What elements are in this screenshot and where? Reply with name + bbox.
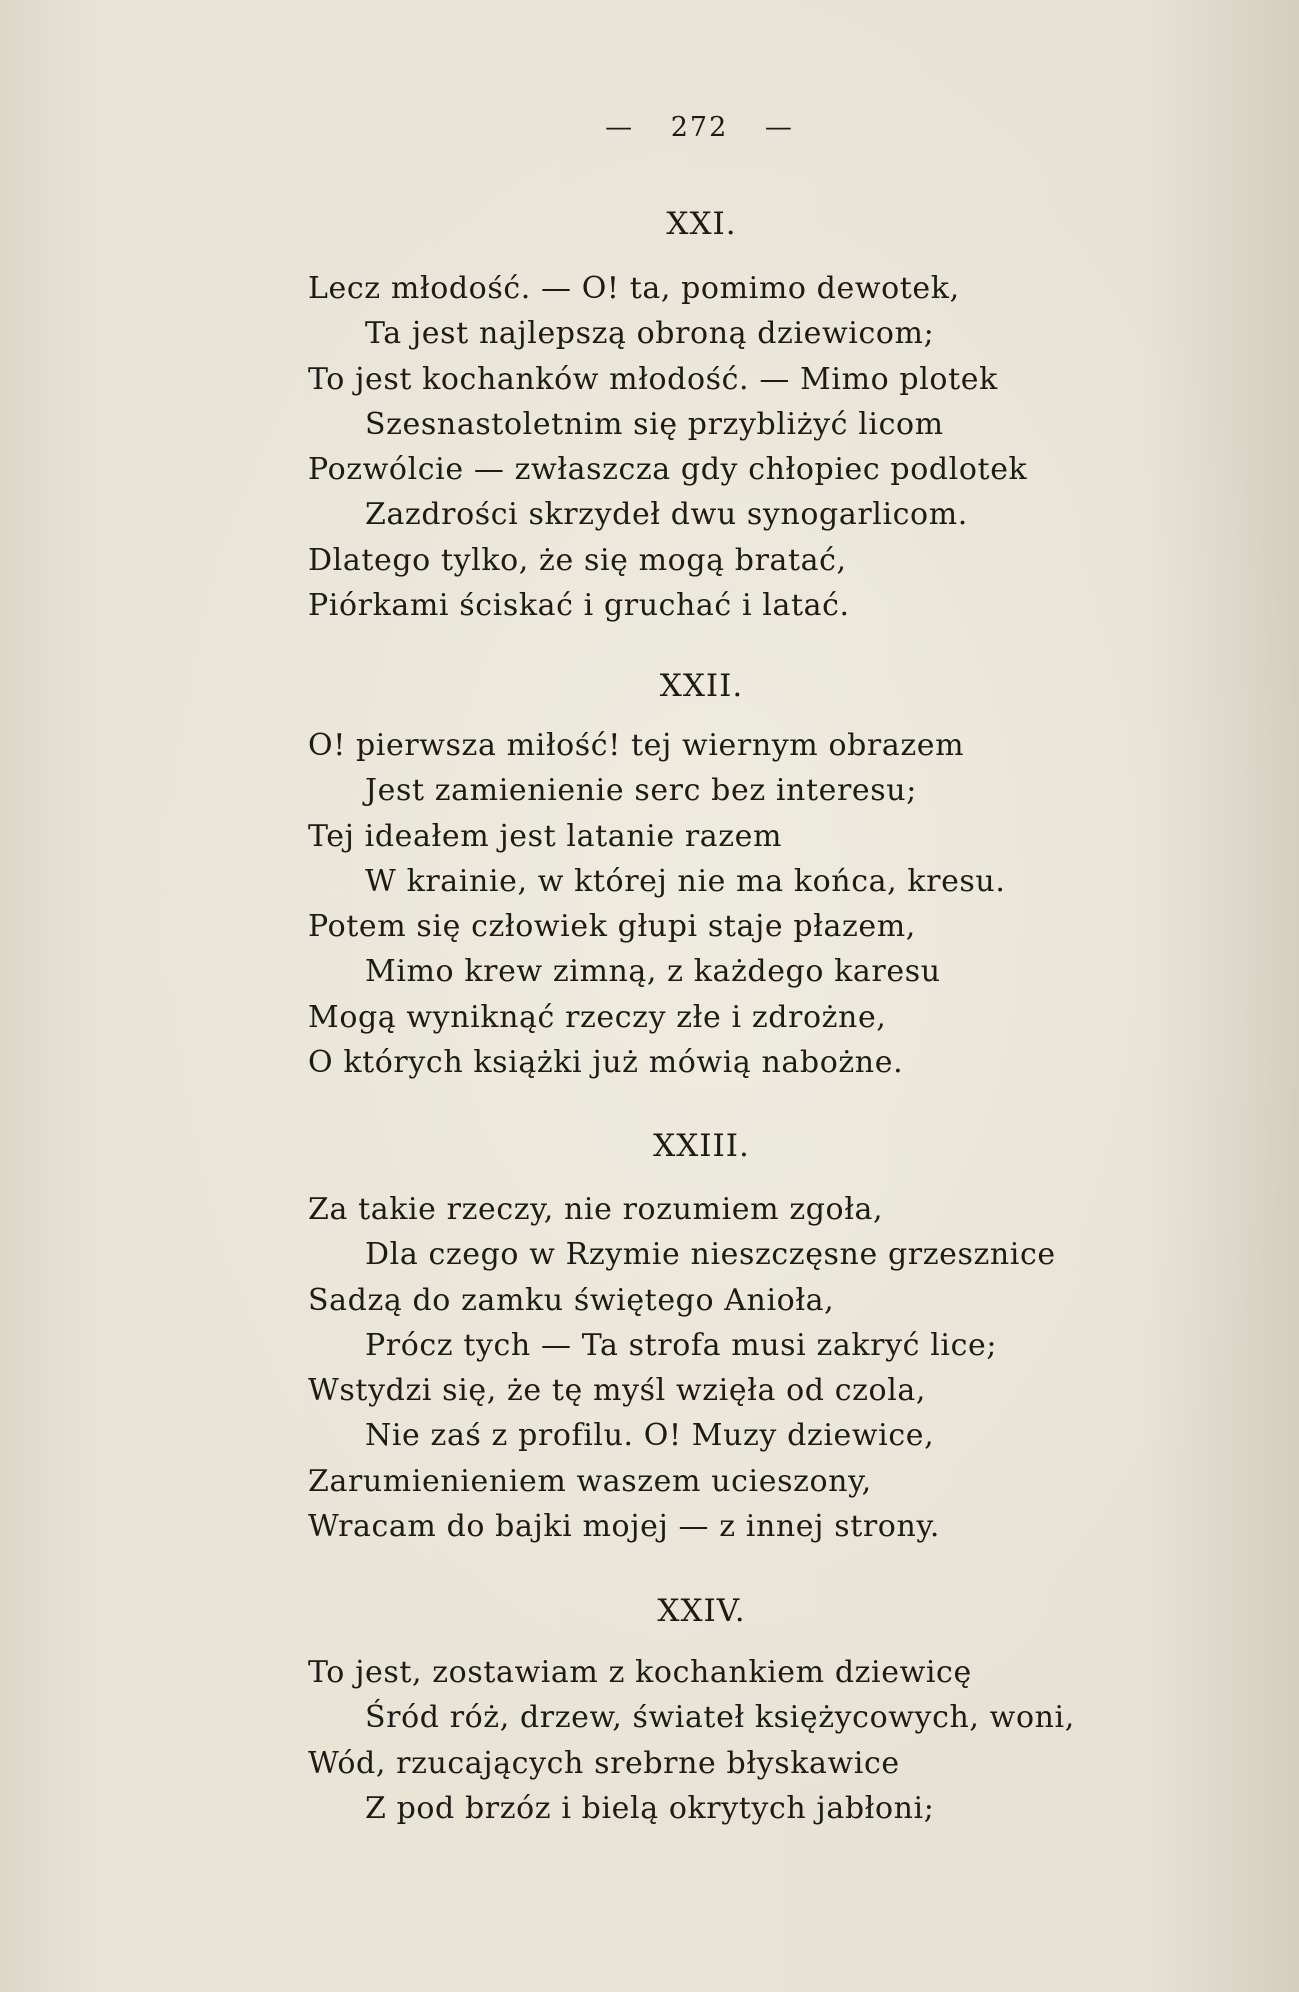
verse-line: Piórkami ściskać i gruchać i latać. bbox=[308, 588, 850, 624]
verse-line: Potem się człowiek głupi staje płazem, bbox=[308, 909, 916, 945]
page-number: 272 bbox=[670, 112, 729, 143]
verse-line: Mogą wyniknąć rzeczy złe i zdrożne, bbox=[308, 999, 887, 1035]
verse-line: To jest, zostawiam z kochankiem dziewicę bbox=[308, 1655, 972, 1690]
page-number-dash-left: — bbox=[605, 112, 635, 143]
verse-line: Wód, rzucających srebrne błyskawice bbox=[308, 1745, 900, 1781]
stanza-xxiii bbox=[308, 1187, 1208, 1549]
verse-line: Z pod brzóz i bielą okrytych jabłoni; bbox=[365, 1790, 935, 1826]
verse-line: Za takie rzeczy, nie rozumiem zgoła, bbox=[308, 1192, 884, 1227]
stanza-xxiv bbox=[308, 1650, 1208, 1831]
verse-line: Jest zamienienie serc bez interesu; bbox=[365, 773, 917, 809]
verse-line: Śród róż, drzew, świateł księżycowych, woni, bbox=[365, 1700, 1075, 1736]
page-number-header bbox=[50, 112, 1299, 143]
verse-line: O! pierwsza miłość! tej wiernym obrazem bbox=[308, 728, 965, 763]
verse-line: W krainie, w której nie ma końca, kresu. bbox=[365, 863, 1006, 899]
verse-line: To jest kochanków młodość. — Mimo plotek bbox=[308, 361, 998, 397]
stanza-heading-xxii: XXII. bbox=[659, 668, 744, 704]
verse-line: Prócz tych — Ta strofa musi zakryć lice; bbox=[365, 1327, 998, 1363]
stanza-xxii bbox=[308, 723, 1208, 1085]
verse-line: Wracam do bajki mojej — z innej strony. bbox=[308, 1509, 941, 1545]
verse-line: Lecz młodość. — O! ta, pomimo dewotek, bbox=[308, 271, 960, 306]
verse-line: Pozwólcie — zwłaszcza gdy chłopiec podlotek bbox=[308, 452, 1028, 488]
verse-line: Tej ideałem jest latanie razem bbox=[308, 818, 783, 854]
verse-line: Mimo krew zimną, z każdego karesu bbox=[365, 954, 941, 990]
verse-line: Dla czego w Rzymie nieszczęsne grzesznice bbox=[365, 1237, 1056, 1273]
verse-line: Ta jest najlepszą obroną dziewicom; bbox=[365, 316, 935, 352]
verse-line: Zazdrości skrzydeł dwu synogarlicom. bbox=[365, 497, 968, 533]
stanza-heading-xxiv: XXIV. bbox=[657, 1593, 746, 1629]
verse-line: Dlatego tylko, że się mogą bratać, bbox=[308, 542, 847, 578]
verse-line: Szesnastoletnim się przybliżyć licom bbox=[365, 406, 944, 442]
verse-line: Sadzą do zamku świętego Anioła, bbox=[308, 1282, 835, 1318]
stanza-heading-xxi: XXI. bbox=[666, 206, 737, 242]
verse-line: Nie zaś z profilu. O! Muzy dziewice, bbox=[365, 1418, 935, 1454]
stanza-heading-xxiii: XXIII. bbox=[653, 1128, 750, 1164]
verse-line: O których książki już mówią nabożne. bbox=[308, 1045, 904, 1081]
verse-line: Wstydzi się, że tę myśl wzięła od czola, bbox=[308, 1373, 927, 1409]
stanza-xxi bbox=[308, 266, 1208, 628]
page-number-dash-right: — bbox=[764, 112, 794, 143]
verse-line: Zarumienieniem waszem ucieszony, bbox=[308, 1463, 872, 1499]
